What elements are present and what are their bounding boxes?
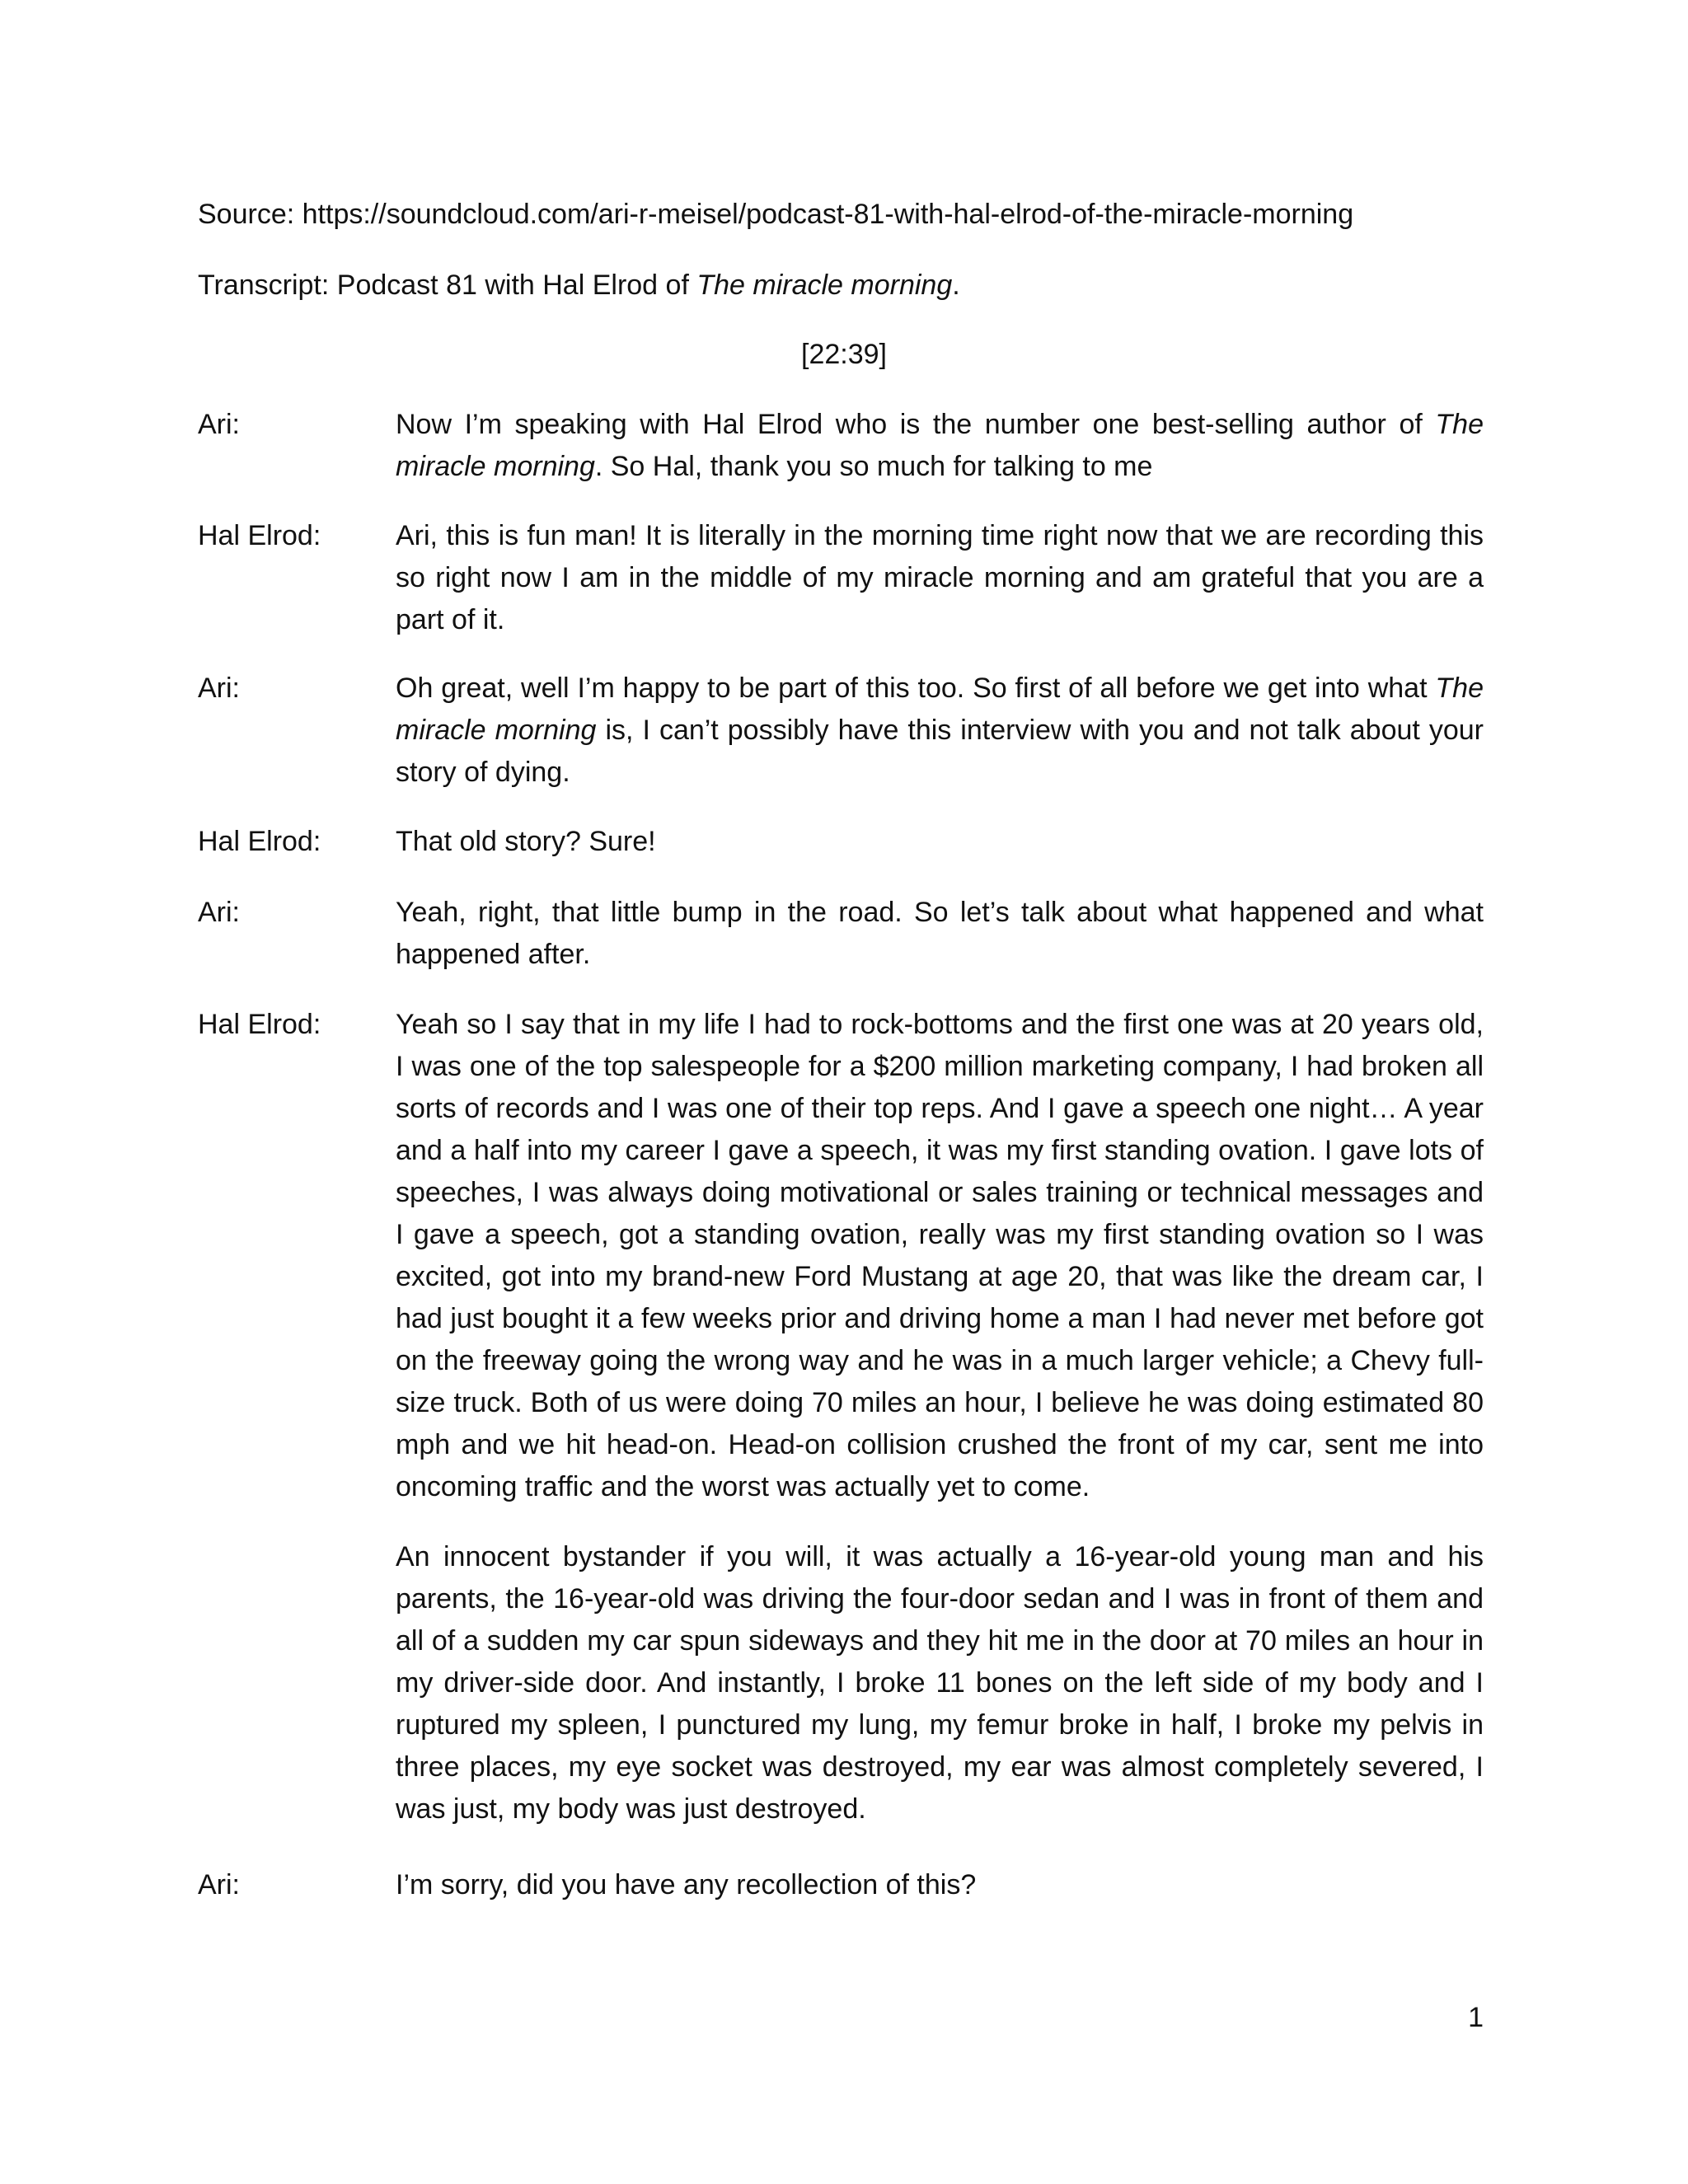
speech-paragraph: That old story? Sure! [396,826,656,857]
transcript-title: The miracle morning [696,269,953,301]
speech-text-run: Now I’m speaking with Hal Elrod who is the number one best-selling author of [396,409,1436,440]
speech-text [396,668,1484,794]
speech-text [396,821,1484,863]
transcript-line [198,269,960,302]
speaker-label: Ari: [198,897,240,928]
transcript-prefix: Podcast 81 with Hal Elrod of [336,269,689,301]
speaker-label: Ari: [198,673,240,704]
speech-text [396,1004,1484,1830]
speech-text-run: Oh great, well I’m happy to be part of this too. So first of all before we get into what [396,673,1436,704]
speech-paragraph [396,404,1484,488]
source-line [198,198,1353,231]
speech-paragraph: Yeah, right, that little bump in the road. So let’s talk about what happened and what happened after. [396,897,1484,970]
speech-text-run: is, I can’t possibly have this interview with you and not talk about your story of dying. [396,715,1484,788]
speech-text [396,404,1484,488]
speaker-label: Ari: [198,409,240,440]
speaker-label: Hal Elrod: [198,826,321,857]
speaker-label: Hal Elrod: [198,520,321,551]
speaker-label: Hal Elrod: [198,1009,321,1040]
speech-paragraph: Yeah so I say that in my life I had to rock-bottoms and the first one was at 20 years old, I was one of the top salespeople for a $200 million marketing company, I had broken all sorts of records and I was one of their top reps. And I gave a speech one night… A year and a half into my career I gave a speech, it was my first standing ovation. I gave lots of speeches, I was always doing motivational or sales training or technical messages and I gave a speech, got a standing ovation, really was my first standing ovation so I was excited, got into my brand-new Ford Mustang at age 20, that was like the dream car, I had just bought it a few weeks prior and driving home a man I had never met before got on the freeway going the wrong way and he was in a much larger vehicle; a Chevy full-size truck. Both of us were doing 70 miles an hour, I believe he was doing estimated 80 mph and we hit head-on. Head-on collision crushed the front of my car, sent me into oncoming traffic and the worst was actually yet to come. [396,1009,1484,1502]
speech-paragraph: An innocent bystander if you will, it was actually a 16-year-old young man and his parents, the 16-year-old was driving the four-door sedan and I was in front of them and all of a sudden my car spun sideways and they hit me in the door at 70 miles an hour in my driver-side door. And instantly, I broke 11 bones on the left side of my body and I ruptured my spleen, I punctured my lung, my femur broke in half, I broke my pelvis in three places, my eye socket was destroyed, my ear was almost completely severed, I was just, my body was just destroyed. [396,1541,1484,1825]
speech-paragraph [396,668,1484,794]
transcript-label: Transcript: [198,269,330,301]
page-number: 1 [1468,2002,1484,2033]
transcript-suffix: . [952,269,960,301]
source-label: Source: [198,199,295,230]
source-url: https://soundcloud.com/ari-r-meisel/podcast-81-with-hal-elrod-of-the-miracle-morning [302,199,1354,230]
speech-paragraph: Ari, this is fun man! It is literally in the morning time right now that we are recording this so right now I am in the middle of my miracle morning and am grateful that you are a part of it. [396,520,1484,635]
speech-text [396,1864,1484,1906]
timestamp-line [0,338,1688,371]
timestamp: [22:39] [801,339,887,370]
speaker-label: Ari: [198,1869,240,1900]
speech-text [396,515,1484,641]
speech-paragraph: I’m sorry, did you have any recollection of this? [396,1869,977,1900]
speech-text [396,892,1484,976]
speech-text-run: . So Hal, thank you so much for talking to me [594,451,1153,482]
book-title: The miracle morning [396,409,1484,482]
book-title: The miracle morning [396,673,1484,746]
